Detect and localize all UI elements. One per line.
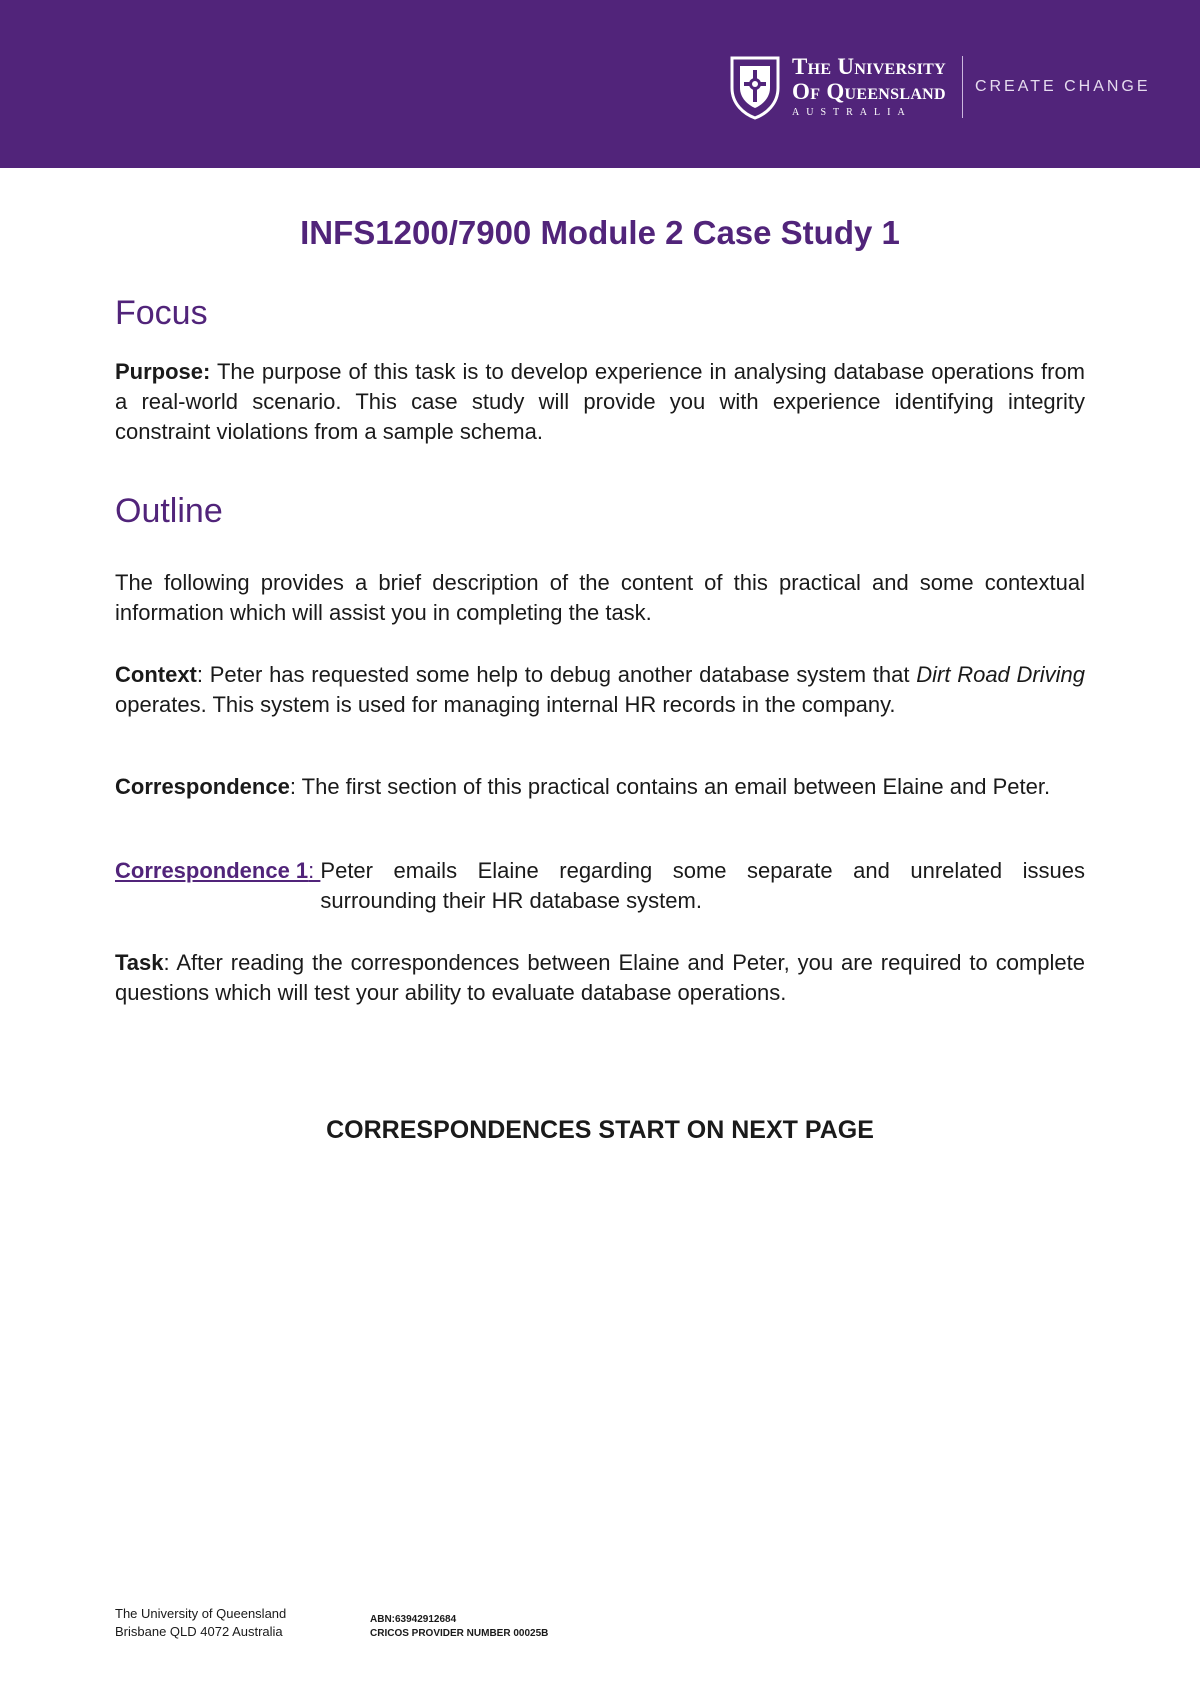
header-band (0, 0, 1200, 168)
correspondence-1-item (115, 856, 1085, 916)
correspondence-1-text: Peter emails Elaine regarding some separate and unrelated issues surrounding their HR database system. (320, 858, 1085, 913)
correspondence-1-separator: : (308, 858, 321, 883)
context-text-1: : Peter has requested some help to debug another database system that (196, 662, 917, 687)
next-page-notice: CORRESPONDENCES START ON NEXT PAGE (326, 1116, 874, 1144)
task-paragraph (115, 948, 1085, 1008)
context-label: Context (115, 662, 197, 687)
footer-abn: ABN:63942912684 (370, 1614, 457, 1625)
correspondence-text: : The first section of this practical contains an email between Elaine and Peter. (289, 774, 1051, 799)
purpose-label: Purpose: (115, 359, 211, 384)
document-title: INFS1200/7900 Module 2 Case Study 1 (300, 214, 900, 251)
footer-address (115, 1605, 286, 1641)
logo-country: AUSTRALIA (792, 107, 912, 118)
logo-line-2: Of Queensland (792, 79, 946, 104)
footer-cricos: CRICOS PROVIDER NUMBER 00025B (370, 1628, 549, 1639)
outline-intro: The following provides a brief description of the content of this practical and some contextual information which will assist you in completing the task. (115, 570, 1085, 625)
context-paragraph (115, 660, 1085, 720)
footer-registration (370, 1613, 548, 1641)
wordmark (792, 54, 946, 120)
logo-divider (962, 56, 963, 118)
outline-heading: Outline (115, 492, 223, 530)
crest-icon (728, 54, 782, 120)
tagline: CREATE CHANGE (974, 78, 1151, 95)
company-name: Dirt Road Driving (916, 662, 1085, 687)
purpose-text: The purpose of this task is to develop experience in analysing database operations from a real-world scenario. This case study will provide you with experience identifying integrity constraint violations from a sample schema. (115, 359, 1085, 444)
purpose-paragraph (115, 357, 1085, 447)
uq-logo[interactable] (728, 52, 1151, 122)
context-text-2: operates. This system is used for managing internal HR records in the company. (115, 692, 896, 717)
task-label: Task (115, 950, 164, 975)
focus-heading: Focus (115, 294, 208, 332)
footer-address-line-1: The University of Queensland (115, 1606, 287, 1621)
correspondence-paragraph (115, 772, 1085, 802)
correspondence-label: Correspondence (115, 774, 290, 799)
task-text: : After reading the correspondences between Elaine and Peter, you are required to complete questions which will test your ability to evaluate database operations. (115, 950, 1085, 1005)
logo-line-1: The University (792, 54, 946, 79)
footer-address-line-2: Brisbane QLD 4072 Australia (115, 1624, 283, 1639)
correspondence-1-link[interactable]: Correspondence 1 (115, 858, 309, 883)
